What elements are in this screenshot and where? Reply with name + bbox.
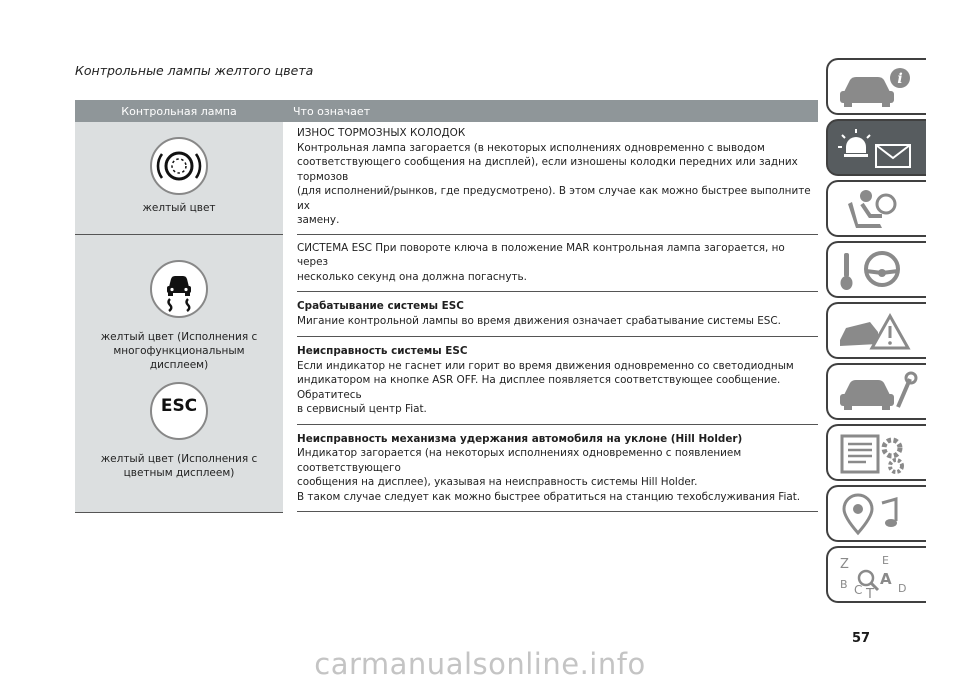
car-crash-warning-icon: [836, 310, 920, 354]
text-block: [297, 122, 818, 235]
index-letter: T: [866, 587, 874, 598]
lamp-cell-brake-pads: [75, 122, 283, 235]
car-wrench-icon: [836, 371, 920, 415]
esc-skid-icon: [150, 260, 208, 318]
lamp-caption: желтый цвет: [142, 202, 216, 214]
tab-dashboard-info[interactable]: [826, 58, 926, 115]
tab-maintenance[interactable]: [826, 363, 926, 420]
tab-safety[interactable]: [826, 180, 926, 237]
header-lamp: Контрольная лампа: [75, 100, 283, 122]
table-row: [75, 235, 818, 513]
brake-pad-wear-icon: [150, 137, 208, 195]
index-letter: B: [840, 578, 848, 591]
tab-emergency[interactable]: [826, 302, 926, 359]
esc-text-icon: [150, 382, 208, 440]
text-line: Если индикатор не гаснет или горит во время движения одновременно со светодиодным: [297, 359, 794, 372]
warning-lights-table: [75, 100, 818, 513]
steering-wheel-key-icon: [836, 249, 920, 293]
index-letter: Z: [840, 557, 849, 572]
watermark: carmanualsonline.info: [314, 647, 646, 681]
index-letter: C: [854, 583, 863, 597]
text-line: индикатором на кнопке ASR OFF. На дисплее появляется соответствующее сообщение. Обратитесь: [297, 374, 781, 401]
text-block: [297, 292, 818, 337]
svg-text:i: i: [897, 71, 903, 87]
tab-index[interactable]: [826, 546, 926, 603]
header-meaning: Что означает: [283, 100, 818, 122]
text-line: в сервисный центр Fiat.: [297, 403, 427, 415]
text-line: соответствующего сообщения на дисплей), если изношены колодки передних или задних тормозов: [297, 156, 798, 183]
text-block: [297, 337, 818, 425]
text-line: (для исполнений/рынков, где предусмотрено). В этом случае как можно быстрее выполните их: [297, 185, 811, 212]
lamp-caption: желтый цвет (Исполнения с многофункциональным дисплеем): [100, 331, 258, 371]
meaning-cell-esc: [283, 235, 818, 513]
text-line: сообщения на дисплее), указывая на неисправность системы Hill Holder.: [297, 476, 698, 488]
text-line: Контрольная лампа загорается (в некоторых исполнениях одновременно с выводом: [297, 141, 765, 154]
index-letter: A: [880, 570, 892, 588]
car-info-icon: [836, 66, 920, 110]
index-letter: D: [898, 582, 907, 595]
text-line: СИСТЕМА ESC При повороте ключа в положение MAR контрольная лампа загорается, но через: [297, 241, 785, 268]
table-header-row: [75, 100, 818, 122]
page-number: 57: [852, 631, 871, 646]
text-line: замену.: [297, 214, 340, 226]
seat-airbag-icon: [836, 188, 920, 232]
index-letter: E: [882, 554, 889, 567]
block-heading: Неисправность системы ESC: [297, 345, 468, 357]
alphabet-index-icon: [836, 554, 920, 598]
text-line: Индикатор загорается (на некоторых исполнениях одновременно с появлением соответствующего: [297, 447, 742, 474]
text-line: несколько секунд она должна погаснуть.: [297, 270, 527, 283]
text-line: В таком случае следует как можно быстрее обратиться на станцию техобслуживания Fiat.: [297, 490, 801, 503]
chapter-tabs: [826, 58, 930, 607]
tab-starting-driving[interactable]: [826, 241, 926, 298]
tab-multimedia[interactable]: [826, 485, 926, 542]
lamp-cell-esc: [75, 235, 283, 513]
esc-label: ESC: [160, 396, 198, 416]
tab-warning-lights[interactable]: [826, 119, 926, 176]
data-gear-icon: [836, 432, 920, 476]
text-block: [297, 425, 818, 513]
block-heading: Срабатывание системы ESC: [297, 300, 464, 312]
section-title: Контрольные лампы желтого цвета: [75, 63, 314, 78]
text-block: [297, 235, 818, 293]
meaning-cell-brake-pads: [283, 122, 818, 235]
tab-technical-data[interactable]: [826, 424, 926, 481]
text-line: ИЗНОС ТОРМОЗНЫХ КОЛОДОК: [297, 127, 466, 139]
navigation-music-icon: [836, 493, 920, 537]
text-line: Мигание контрольной лампы во время движения означает срабатывание системы ESC.: [297, 314, 781, 327]
block-heading: Неисправность механизма удержания автомобиля на уклоне (Hill Holder): [297, 432, 743, 445]
table-row: [75, 122, 818, 235]
warning-light-message-icon: [836, 127, 920, 171]
lamp-caption: желтый цвет (Исполнения с цветным дисплеем): [100, 453, 258, 479]
